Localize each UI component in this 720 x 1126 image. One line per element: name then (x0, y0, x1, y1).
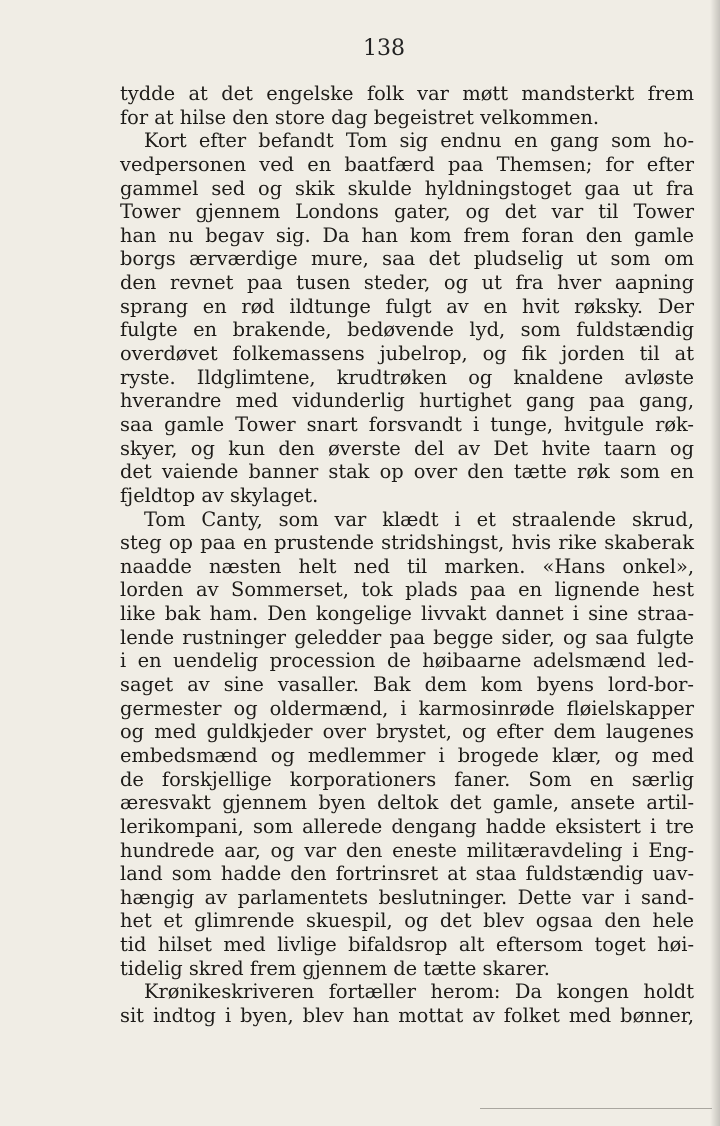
text-line: de forskjellige korporationers faner. Som en særlig (120, 767, 694, 791)
text-line: for at hilse den store dag begeistret velkommen. (120, 105, 600, 129)
text-line: æresvakt gjennem byen deltok det gamle, ansete artil- (120, 791, 694, 815)
text-line: Krønikeskriveren fortæller herom: Da kongen holdt (144, 980, 694, 1004)
text-line: skyer, og kun den øverste del av Det hvite taarn og (120, 436, 694, 460)
text-line: tydde at det engelske folk var møtt mandsterkt frem (120, 82, 694, 105)
text-line: germester og oldermænd, i karmosinrøde fløielskapper (120, 696, 694, 720)
text-line: overdøvet folkemassens jubelrop, og fik jorden til at (120, 342, 694, 366)
bottom-scan-rule (480, 1108, 712, 1109)
text-line: hverandre med vidunderlig hurtighet gang paa gang, (120, 389, 694, 413)
text-line: tid hilset med livlige bifaldsrop alt eftersom toget høi- (120, 933, 694, 957)
text-line: saget av sine vasaller. Bak dem kom byens lord-bor- (120, 673, 694, 697)
body-text (120, 82, 694, 1028)
text-line: den revnet paa tusen steder, og ut fra hver aapning (120, 271, 694, 295)
text-line: og med guldkjeder over brystet, og efter dem laugenes (120, 720, 694, 744)
text-line: land som hadde den fortrinsret at staa fuldstændig uav- (120, 862, 694, 886)
text-line: lorden av Sommerset, tok plads paa en lignende hest (120, 578, 694, 602)
text-line: like bak ham. Den kongelige livvakt dannet i sine straa- (120, 602, 694, 626)
text-line: lende rustninger geledder paa begge sider, og saa fulgte (120, 625, 694, 649)
text-line: embedsmænd og medlemmer i brogede klær, og med (120, 743, 694, 767)
text-line: sprang en rød ildtunge fulgt av en hvit røksky. Der (120, 294, 694, 318)
text-line: vedpersonen ved en baatfærd paa Themsen; for efter (120, 152, 694, 176)
text-line: saa gamle Tower snart forsvandt i tunge, hvitgule røk- (120, 412, 694, 436)
page-number: 138 (363, 36, 405, 61)
text-line: sit indtog i byen, blev han mottat av folket med bønner, (120, 1003, 694, 1027)
text-line: tidelig skred frem gjennem de tætte skarer. (120, 956, 550, 980)
text-line: i en uendelig procession de høibaarne adelsmænd led- (120, 649, 694, 673)
text-line: het et glimrende skuespil, og det blev ogsaa den hele (120, 909, 694, 933)
text-line: hængig av parlamentets beslutninger. Dette var i sand- (120, 885, 694, 909)
page-edge-shadow (710, 0, 720, 1126)
text-line: Tower gjennem Londons gater, og det var til Tower (120, 200, 694, 224)
text-line: ryste. Ildglimtene, krudtrøken og knaldene avløste (120, 365, 694, 389)
text-line: Kort efter befandt Tom sig endnu en gang som ho- (144, 129, 694, 153)
text-line: naadde næsten helt ned til marken. «Hans onkel», (120, 554, 694, 578)
text-line: Tom Canty, som var klædt i et straalende skrud, (144, 507, 694, 531)
text-line: lerikompani, som allerede dengang hadde eksistert i tre (120, 814, 694, 838)
text-line: gammel sed og skik skulde hyldningstoget gaa ut fra (120, 176, 694, 200)
text-line: hundrede aar, og var den eneste militæravdeling i Eng- (120, 838, 694, 862)
text-line: det vaiende banner stak op over den tætte røk som en (120, 460, 694, 484)
text-line: fjeldtop av skylaget. (120, 483, 319, 507)
text-line: steg op paa en prustende stridshingst, hvis rike skaberak (120, 531, 694, 555)
text-line: han nu begav sig. Da han kom frem foran den gamle (120, 223, 694, 247)
text-line: fulgte en brakende, bedøvende lyd, som fuldstændig (120, 318, 694, 342)
text-line: borgs ærværdige mure, saa det pludselig ut som om (120, 247, 694, 271)
